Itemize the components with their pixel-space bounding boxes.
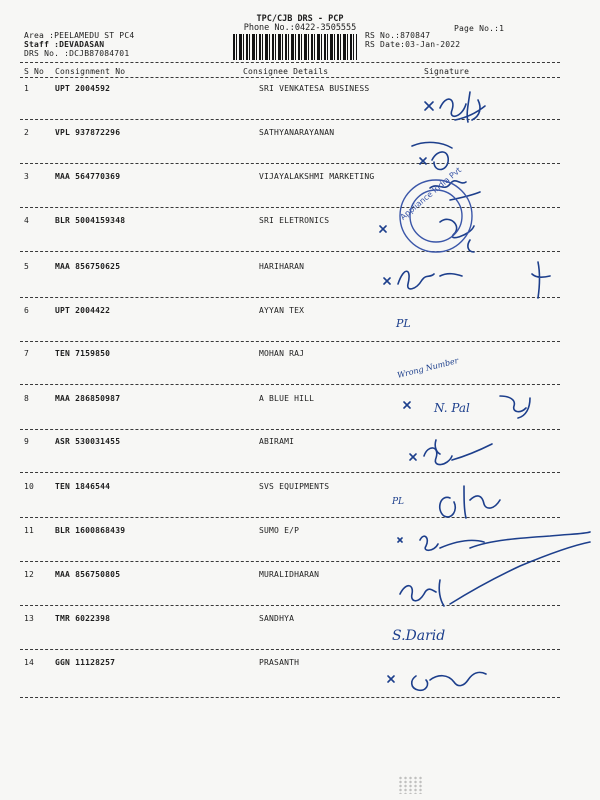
signature-12	[400, 542, 590, 606]
row-sno: 4	[24, 216, 30, 225]
column-header-signature: Signature	[424, 67, 470, 76]
row-consignee: SRI ELETRONICS	[259, 216, 330, 225]
row-consignee: SATHYANARAYANAN	[259, 128, 335, 137]
row-consignment: UPT 2004592	[55, 84, 111, 93]
row-consignee: SUMO E/P	[259, 526, 300, 535]
signature-14	[388, 672, 486, 690]
company-stamp	[398, 165, 472, 252]
row-consignment: BLR 5004159348	[55, 216, 126, 225]
row-sno: 2	[24, 128, 30, 137]
row-consignment: UPT 2004422	[55, 306, 111, 315]
signature-5	[384, 262, 550, 298]
phone-number: Phone No.:0422-3505555	[243, 23, 357, 33]
drs-number: DRS No. :DCJB87084701	[24, 49, 130, 58]
row-consignee: A BLUE HILL	[259, 394, 315, 403]
row-consignment: MAA 286850987	[55, 394, 121, 403]
rs-date: RS Date:03-Jan-2022	[365, 40, 461, 49]
row-consignment: TEN 7159850	[55, 349, 111, 358]
row-sno: 13	[24, 614, 35, 623]
row-consignee: SVS EQUIPMENTS	[259, 482, 330, 491]
row-sno: 7	[24, 349, 30, 358]
row-sno: 3	[24, 172, 30, 181]
row-sno: 14	[24, 658, 35, 667]
note-pl-7: PL	[396, 317, 411, 330]
row-consignment: BLR 1600868439	[55, 526, 126, 535]
signature-10	[440, 486, 500, 518]
row-consignment: MAA 856750805	[55, 570, 121, 579]
row-consignee: SRI VENKATESA BUSINESS	[259, 84, 370, 93]
row-sno: 10	[24, 482, 35, 491]
row-consignee: SANDHYA	[259, 614, 295, 623]
row-consignee: MURALIDHARAN	[259, 570, 320, 579]
row-sno: 1	[24, 84, 30, 93]
row-consignment: MAA 856750625	[55, 262, 121, 271]
column-header-consignee: Consignee Details	[243, 67, 329, 76]
column-header-consignment: Consignment No	[55, 67, 126, 76]
row-consignee: VIJAYALAKSHMI MARKETING	[259, 172, 375, 181]
signature-8-text: N. Pal	[434, 401, 470, 415]
row-sno: 9	[24, 437, 30, 446]
row-consignee: AYYAN TEX	[259, 306, 305, 315]
rs-number: RS No.:870847	[365, 31, 431, 40]
note-wrong-number: Wrong Number	[396, 356, 460, 380]
signature-1	[425, 92, 485, 122]
signature-13-text: S.Darid	[392, 628, 446, 644]
row-consignment: TEN 1846544	[55, 482, 111, 491]
signature-9	[410, 440, 492, 465]
row-consignment: GGN 11128257	[55, 658, 116, 667]
document-title: TPC/CJB DRS - PCP	[256, 14, 344, 24]
area-label: Area :PEELAMEDU ST PC4	[24, 31, 135, 40]
row-consignee: HARIHARAN	[259, 262, 305, 271]
row-consignment: ASR 530031455	[55, 437, 121, 446]
row-sno: 5	[24, 262, 30, 271]
row-sno: 8	[24, 394, 30, 403]
row-consignee: ABIRAMI	[259, 437, 295, 446]
row-consignment: VPL 937872296	[55, 128, 121, 137]
row-consignment: TMR 6022398	[55, 614, 111, 623]
row-sno: 6	[24, 306, 30, 315]
scan-noise	[398, 776, 424, 794]
column-header-sno: S No	[24, 67, 45, 76]
svg-text:Appliance India Pvt: Appliance India Pvt	[398, 165, 464, 222]
signature-4	[380, 219, 474, 252]
page-number: Page No.:1	[454, 24, 505, 33]
signature-2	[412, 142, 452, 169]
note-pl-10: PL	[392, 497, 405, 507]
row-sno: 12	[24, 570, 35, 579]
row-consignment: MAA 564770369	[55, 172, 121, 181]
signature-11	[398, 532, 590, 550]
staff-label: Staff :DEVADASAN	[24, 40, 105, 49]
row-consignee: PRASANTH	[259, 658, 300, 667]
row-sno: 11	[24, 526, 35, 535]
row-consignee: MOHAN RAJ	[259, 349, 305, 358]
